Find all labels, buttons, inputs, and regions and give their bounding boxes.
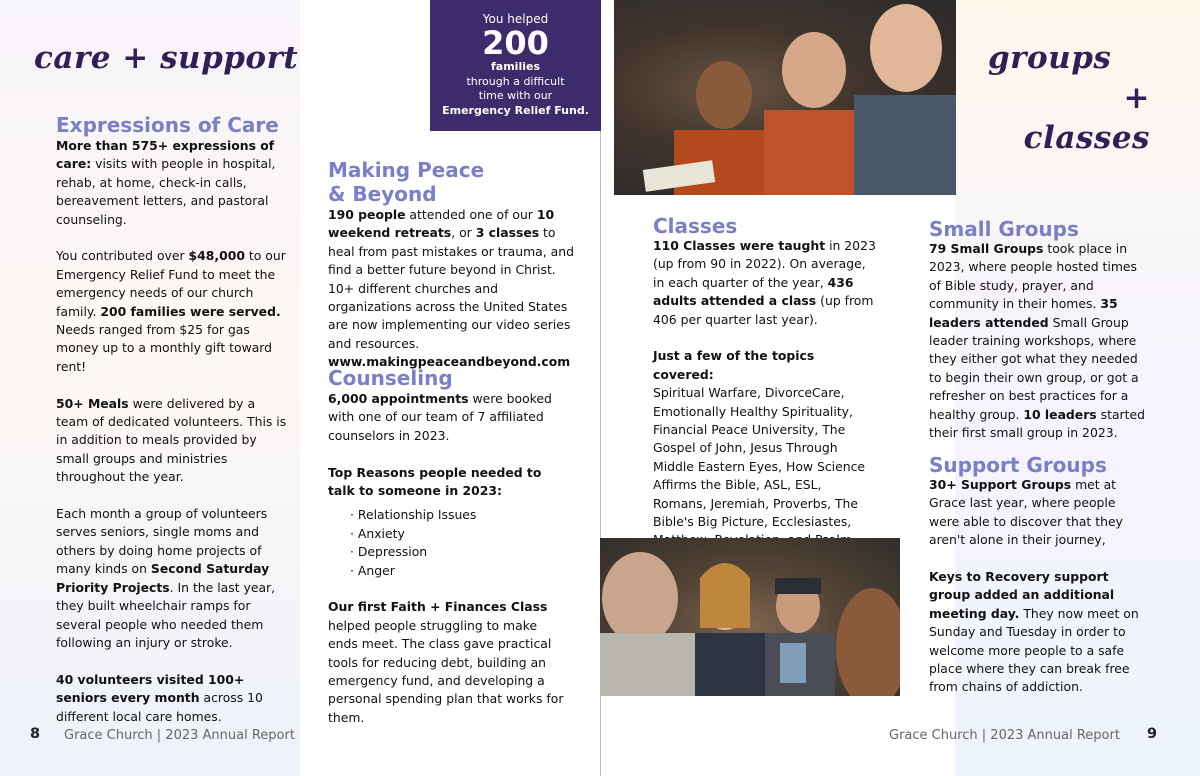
topics-heading: Just a few of the topics covered: [653, 348, 815, 382]
expressions-p2: You contributed over $48,000 to our Emergency Relief Fund to meet the emergency needs of our church family. 200 families were served. Needs ranged from $25 for gas money up to a monthly gift toward rent! [56, 248, 286, 374]
expressions-p3: 50+ Meals were delivered by a team of dedicated volunteers. This is in addition to meals provided by small groups and ministries throughout the year. [56, 395, 287, 485]
topics-text: Spiritual Warfare, DivorceCare, Emotionally Healthy Spirituality, Financial Peace University, The Gospel of John, Jesus Through Middle Eastern Eyes, How Science Affirms the Bible, ASL, ESL, Romans, Jeremiah, Proverbs, The Bible's Big Picture, Ecclesiastes, [653, 385, 866, 530]
classroom-photo [614, 0, 956, 195]
counseling-text: 6,000 appointments were booked with one of our team of 7 affiliated counselors in 2023. [328, 391, 552, 443]
stat-box [430, 0, 601, 131]
stat-line3: through a difficult [466, 74, 565, 88]
expressions-p4: Each month a group of volunteers serves seniors, single moms and others by doing home projects of many kinds on Second Saturday Priority Projects. In the last year, they built wheelchair ramps for several people who needed them following an injury or stroke. [56, 506, 276, 650]
list-item: · Anxiety [350, 525, 568, 543]
page-number-right: 9 [1147, 726, 1158, 742]
classes-text: 110 Classes were taught in 2023 (up from 90 in 2022). On average, in each quarter of the year, 436 adults attended a class (up from 406 per quarter last year). [653, 238, 876, 327]
group-photo-illustration [600, 538, 900, 696]
support-groups-text: 30+ Support Groups met at Grace last year, where people were able to discover that they aren't alone in their journey, [929, 477, 1123, 548]
small-groups-heading: Small Groups [929, 217, 1079, 241]
counseling-body [328, 390, 568, 746]
reasons-list [328, 506, 568, 580]
left-page-title: care + support [34, 40, 299, 76]
footer-left: Grace Church | 2023 Annual Report [64, 728, 295, 743]
classes-body [653, 237, 878, 587]
expressions-p1: More than 575+ expressions of care: visits with people in hospital, rehab, at home, check-in calls, bereavement letters, and pastoral counseling. [56, 138, 276, 227]
small-groups-text: 79 Small Groups took place in 2023, where people hosted times of Bible study, prayer, and community in their homes. 35 leaders attended Small Group leader training workshops, where they either got what they needed to begin their own group, or got a refresher on best practices for a healthy group. 10 leaders started their first small group in 2023. [929, 241, 1145, 441]
stat-line1: You helped [482, 12, 549, 26]
recovery-text: Keys to Recovery support group added an additional meeting day. They now meet on Sunday and Tuesday in order to welcome more people to a safe place where they can break free from chains of addiction. [929, 569, 1139, 695]
expressions-p5: 40 volunteers visited 100+ seniors every month across 10 different local care homes. [56, 671, 263, 724]
support-groups-heading: Support Groups [929, 453, 1107, 477]
classes-heading: Classes [653, 214, 738, 238]
making-peace-heading: Making Peace & Beyond [328, 158, 485, 206]
expressions-body [56, 137, 288, 744]
expressions-heading: Expressions of Care [56, 113, 279, 137]
making-peace-url[interactable]: www.makingpeaceandbeyond.com [328, 354, 571, 370]
stat-line2: families [491, 60, 540, 73]
list-item: · Anger [350, 562, 568, 580]
list-item: · Depression [350, 543, 568, 561]
list-item: · Relationship Issues [350, 506, 568, 524]
page-number-left: 8 [30, 726, 41, 742]
making-peace-body [328, 206, 574, 390]
faith-finances-text: Our first Faith + Finances Class helped people struggling to make ends meet. The class gave practical tools for reducing debt, building an emergency fund, and developing a personal spending plan that works for them. [328, 599, 564, 725]
footer-right: Grace Church | 2023 Annual Report [889, 728, 1120, 743]
counseling-heading: Counseling [328, 366, 453, 390]
group-photo [600, 538, 900, 696]
stat-line4: time with our [478, 89, 553, 102]
stat-line5: Emergency Relief Fund. [442, 103, 589, 117]
reasons-heading: Top Reasons people needed to talk to someone in 2023: [328, 464, 542, 499]
making-peace-text: 190 people attended one of our 10 weekend retreats, or 3 classes to heal from past mistakes or trauma, and find a better future beyond in Christ. 10+ different churches and organizations across the United States are now implementing our video series and resources. [328, 207, 574, 351]
support-groups-body [929, 476, 1147, 715]
stat-number: 200 [482, 24, 549, 62]
right-page-title: groups + classes [988, 40, 1150, 156]
small-groups-body [929, 240, 1151, 461]
classroom-photo-illustration [614, 0, 956, 195]
